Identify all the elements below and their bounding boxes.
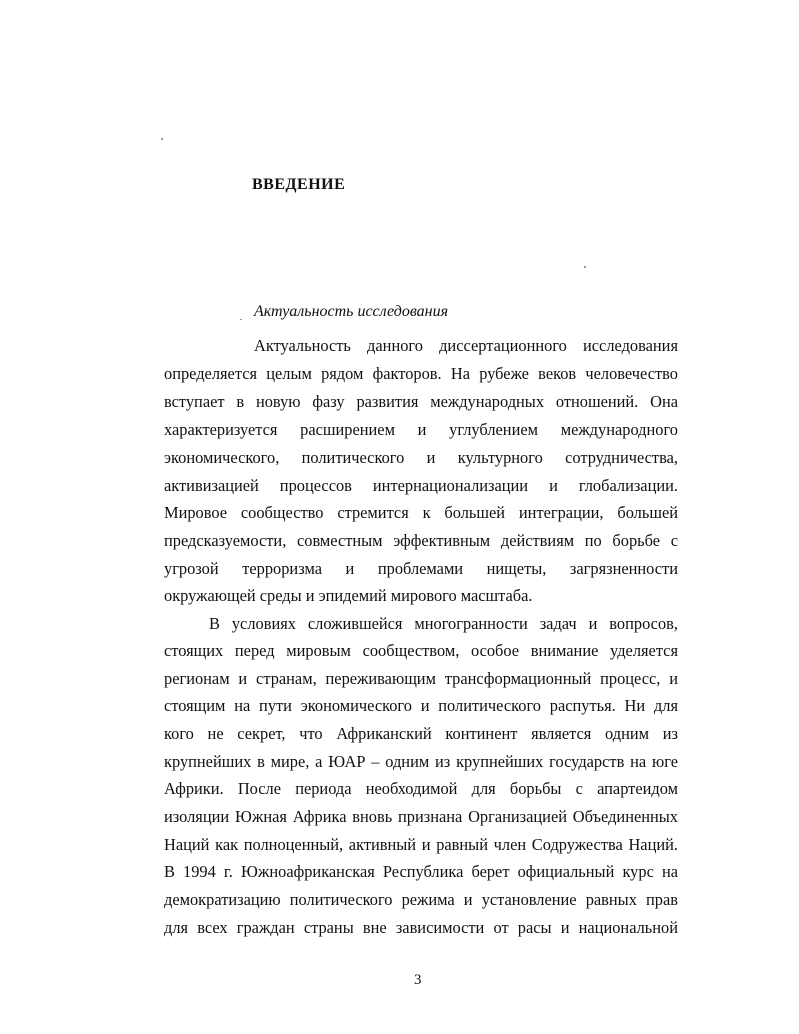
text-line: Африки. После периода необходимой для борьбы с апартеидом bbox=[164, 779, 678, 798]
scan-speck bbox=[161, 138, 163, 140]
text-line: Наций как полноценный, активный и равный член Содружества Наций. bbox=[164, 835, 678, 854]
text-line: экономического, политического и культурного сотрудничества, bbox=[164, 448, 678, 467]
text-line: характеризуется расширением и углублением международного bbox=[164, 420, 678, 439]
text-line: активизацией процессов интернационализации и глобализации. bbox=[164, 476, 678, 495]
text-line: демократизацию политического режима и установление равных прав bbox=[164, 890, 678, 909]
text-line: В условиях сложившейся многогранности задач и вопросов, bbox=[209, 614, 678, 633]
text-line: стоящих перед мировым сообществом, особое внимание уделяется bbox=[164, 641, 678, 660]
section-heading: ВВЕДЕНИЕ bbox=[252, 176, 346, 193]
text-line: стоящим на пути экономического и политического распутья. Ни для bbox=[164, 696, 678, 715]
text-line: регионам и странам, переживающим трансформационный процесс, и bbox=[164, 669, 678, 688]
text-line: Мировое сообщество стремится к большей интеграции, большей bbox=[164, 503, 678, 522]
scan-speck bbox=[240, 319, 242, 320]
text-line: предсказуемости, совместным эффективным действиям по борьбе с bbox=[164, 531, 678, 550]
text-line: изоляции Южная Африка вновь признана Организацией Объединенных bbox=[164, 807, 678, 826]
text-line: кого не секрет, что Африканский континент является одним из bbox=[164, 724, 678, 743]
text-line: для всех граждан страны вне зависимости от расы и национальной bbox=[164, 918, 678, 937]
page-number: 3 bbox=[414, 972, 422, 988]
text-line: вступает в новую фазу развития международных отношений. Она bbox=[164, 392, 678, 411]
text-line: В 1994 г. Южноафриканская Республика берет официальный курс на bbox=[164, 862, 678, 881]
subsection-heading: Актуальность исследования bbox=[254, 303, 449, 320]
text-line: угрозой терроризма и проблемами нищеты, загрязненности bbox=[164, 559, 678, 578]
text-line: окружающей среды и эпидемий мирового масштаба. bbox=[164, 586, 533, 605]
scan-speck bbox=[584, 266, 586, 268]
text-line: крупнейших в мире, а ЮАР – одним из крупнейших государств на юге bbox=[164, 752, 678, 771]
text-line: определяется целым рядом факторов. На рубеже веков человечество bbox=[164, 364, 678, 383]
text-line: Актуальность данного диссертационного исследования bbox=[254, 336, 678, 355]
